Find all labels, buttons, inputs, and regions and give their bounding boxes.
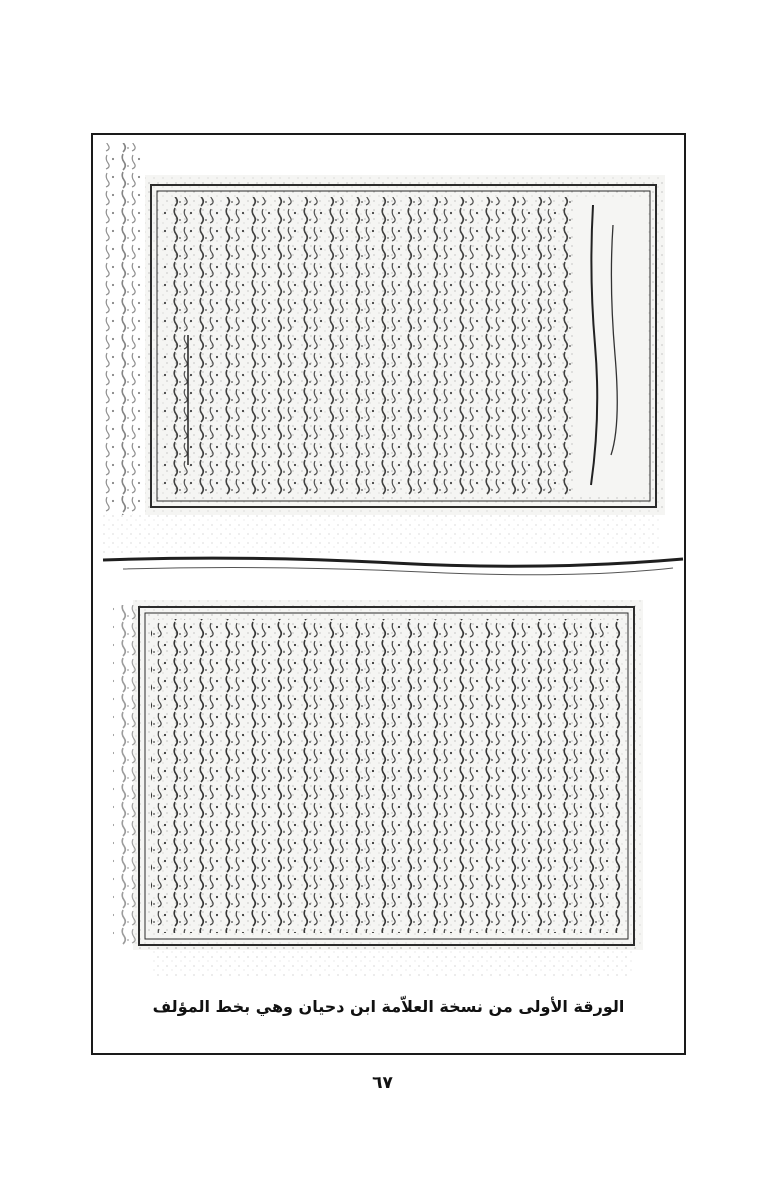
upper-manuscript-leaf bbox=[101, 143, 665, 555]
manuscript-scan-image bbox=[93, 135, 684, 990]
lower-manuscript-leaf bbox=[113, 600, 643, 977]
page-number: ٦٧ bbox=[372, 1073, 393, 1093]
binding-line bbox=[103, 558, 683, 566]
figure-caption: الورقة الأولى من نسخة العلاّمة ابن دحيان وهي بخط المؤلف bbox=[152, 997, 625, 1016]
figure-frame bbox=[91, 133, 686, 1055]
